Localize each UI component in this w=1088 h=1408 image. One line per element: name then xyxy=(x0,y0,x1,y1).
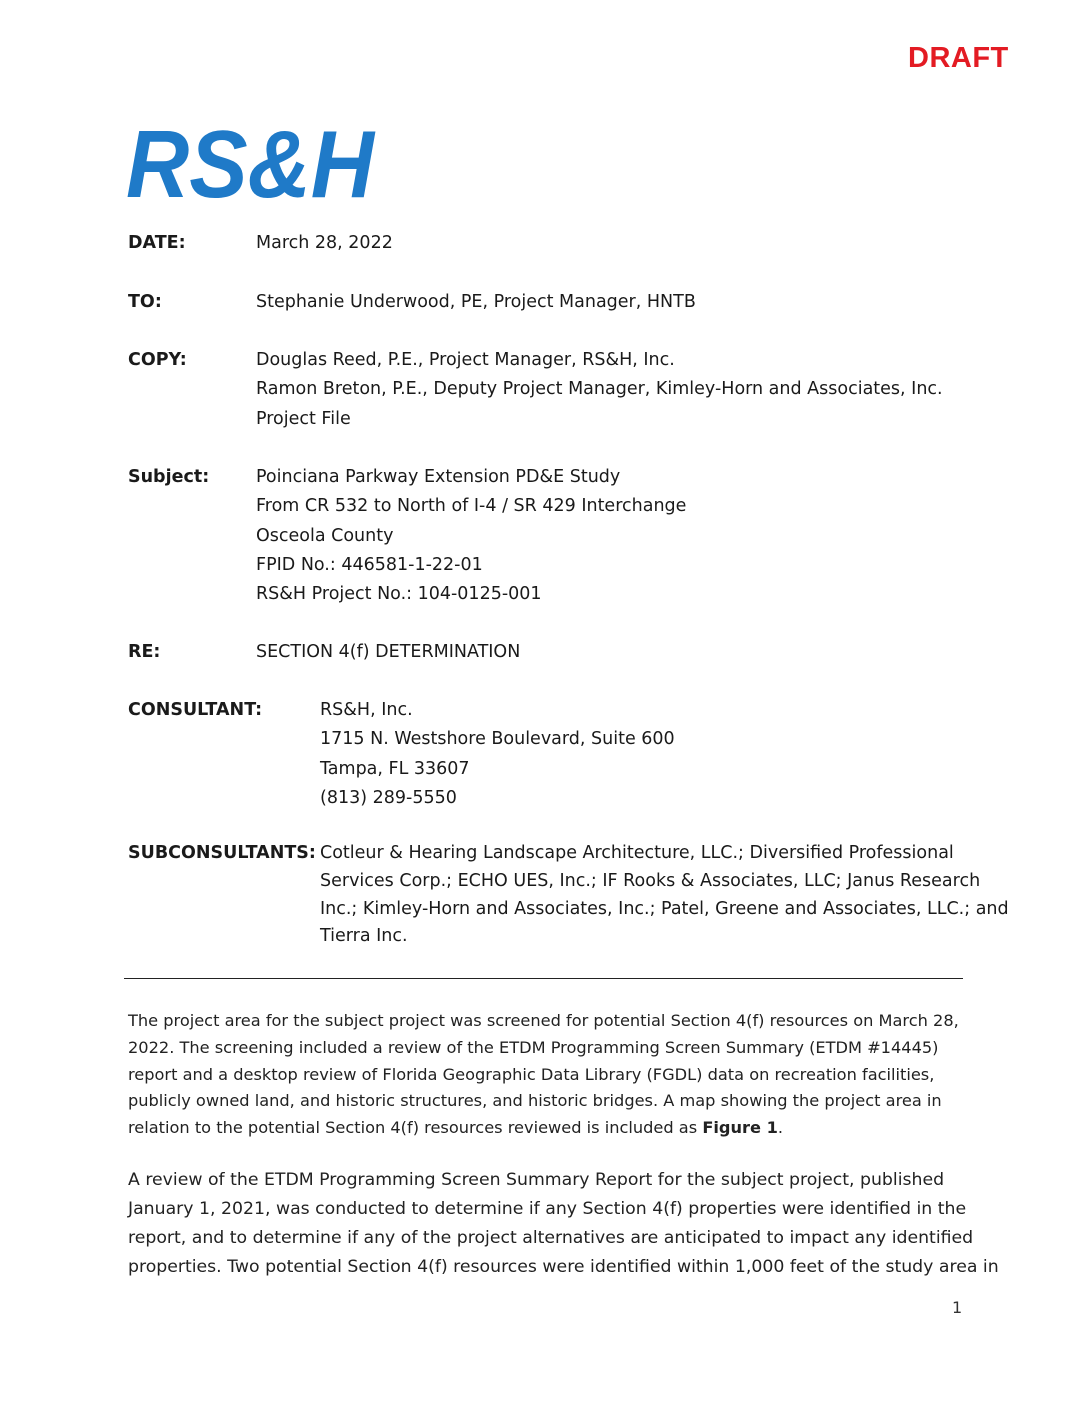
subconsultants-label: SUBCONSULTANTS: xyxy=(128,843,316,863)
copy-line: Douglas Reed, P.E., Project Manager, RS&H, Inc. xyxy=(256,350,675,370)
subject-label: Subject: xyxy=(128,467,210,487)
subject-line: FPID No.: 446581-1-22-01 xyxy=(256,554,483,575)
paragraph-text: . xyxy=(777,1118,784,1138)
date-value: March 28, 2022 xyxy=(256,233,393,253)
paragraph-text: relation to the potential Section 4(f) resources reviewed is included as xyxy=(128,1118,703,1138)
paragraph-line: publicly owned land, and historic structures, and historic bridges. A map showing the project area in xyxy=(128,1091,942,1111)
paragraph-line: The project area for the subject project was screened for potential Section 4(f) resources on March 28, xyxy=(128,1011,959,1030)
copy-line: Project File xyxy=(256,408,351,429)
header-divider xyxy=(124,978,963,979)
paragraph-line: report, and to determine if any of the project alternatives are anticipated to impact any identified xyxy=(128,1228,974,1248)
draft-watermark: DRAFT xyxy=(908,42,1009,74)
consultant-line: (813) 289-5550 xyxy=(320,787,457,808)
paragraph-line xyxy=(128,1115,959,1142)
copy-label: COPY: xyxy=(128,350,187,370)
to-label: TO: xyxy=(128,292,162,312)
rsh-logo xyxy=(126,124,376,204)
subconsultants-line: Inc.; Kimley-Horn and Associates, Inc.; Patel, Greene and Associates, LLC.; and xyxy=(320,898,1009,919)
paragraph-line: report and a desktop review of Florida Geographic Data Library (FGDL) data on recreation facilities, xyxy=(128,1064,935,1084)
body-paragraph-2 xyxy=(128,1166,999,1282)
paragraph-line: properties. Two potential Section 4(f) resources were identified within 1,000 feet of the study area in xyxy=(128,1257,999,1277)
consultant-label: CONSULTANT: xyxy=(128,700,263,720)
paragraph-line: January 1, 2021, was conducted to determine if any Section 4(f) properties were identified in the xyxy=(128,1199,967,1219)
figure-reference: Figure 1 xyxy=(702,1118,778,1138)
body-paragraph-1 xyxy=(128,1008,959,1142)
subconsultants-line: Cotleur & Hearing Landscape Architecture, LLC.; Diversified Professional xyxy=(320,843,954,863)
re-value: SECTION 4(f) DETERMINATION xyxy=(256,642,521,662)
to-value: Stephanie Underwood, PE, Project Manager, HNTB xyxy=(256,292,696,312)
subject-line: From CR 532 to North of I-4 / SR 429 Interchange xyxy=(256,496,687,517)
paragraph-line: 2022. The screening included a review of the ETDM Programming Screen Summary (ETDM #14445) xyxy=(128,1037,939,1057)
subject-line: Poinciana Parkway Extension PD&E Study xyxy=(256,467,621,487)
date-label: DATE: xyxy=(128,233,186,253)
svg-text:RS&H: RS&H xyxy=(126,124,376,204)
consultant-line: 1715 N. Westshore Boulevard, Suite 600 xyxy=(320,729,675,750)
paragraph-line: A review of the ETDM Programming Screen Summary Report for the subject project, published xyxy=(128,1170,945,1190)
subconsultants-line: Tierra Inc. xyxy=(320,926,408,947)
subject-line: RS&H Project No.: 104-0125-001 xyxy=(256,584,542,605)
page-number: 1 xyxy=(952,1298,963,1317)
re-label: RE: xyxy=(128,642,161,662)
consultant-line: RS&H, Inc. xyxy=(320,700,413,720)
consultant-line: Tampa, FL 33607 xyxy=(320,758,470,779)
subject-line: Osceola County xyxy=(256,525,394,546)
copy-line: Ramon Breton, P.E., Deputy Project Manager, Kimley-Horn and Associates, Inc. xyxy=(256,379,943,400)
subconsultants-line: Services Corp.; ECHO UES, Inc.; IF Rooks & Associates, LLC; Janus Research xyxy=(320,870,981,891)
